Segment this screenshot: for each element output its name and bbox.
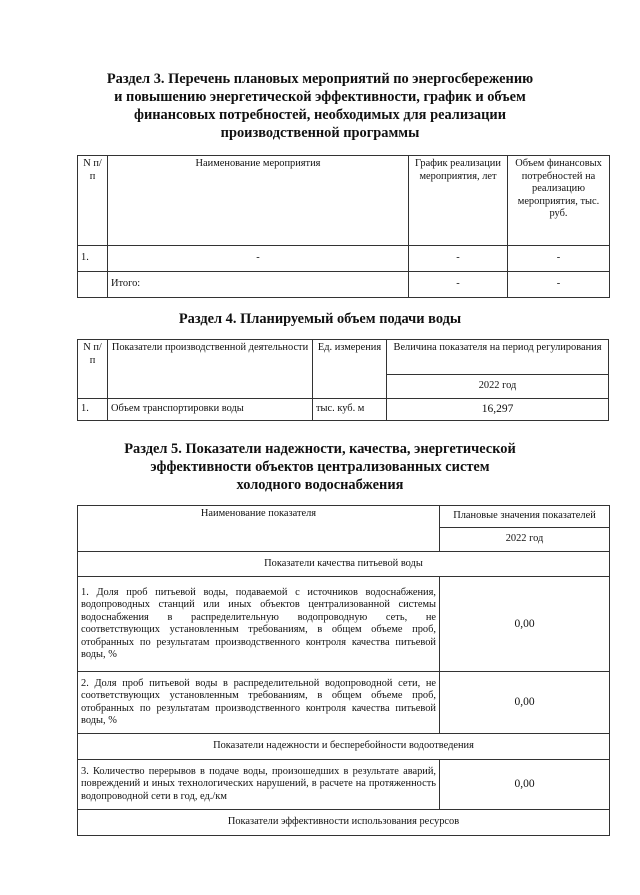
header-value: Величина показателя на период регулирования — [387, 340, 609, 375]
group-row — [78, 552, 610, 577]
total-label: Итого: — [108, 272, 409, 298]
row-value: 16,297 — [387, 399, 609, 421]
group-reliability-label: Показатели надежности и бесперебойности водоотведения — [78, 734, 610, 760]
row-schedule: - — [409, 246, 508, 272]
section3-title-line: производственной программы — [220, 125, 420, 141]
total-schedule: - — [409, 272, 508, 298]
row-num: 1. — [78, 246, 108, 272]
table-row — [78, 577, 610, 672]
section3-title-line: и повышению энергетической эффективности, график и объем — [114, 89, 526, 105]
section5-title — [0, 440, 640, 494]
section4-table — [77, 339, 609, 421]
indicator-text: 3. Количество перерывов в подаче воды, произошедших в результате аварий, повреждений и иных технологических нарушений, в расчете на протяженность водопроводной сети в год, ед./км — [78, 760, 440, 810]
header-unit: Ед. измерения — [313, 340, 387, 399]
group-row — [78, 734, 610, 760]
group-quality-label: Показатели качества питьевой воды — [78, 552, 610, 577]
total-financial-volume: - — [508, 272, 610, 298]
header-indicator-name: Наименование показателя — [78, 506, 440, 552]
header-year: 2022 год — [387, 375, 609, 399]
table-row — [78, 760, 610, 810]
section5-title-line: Раздел 5. Показатели надежности, качества, энергетической — [124, 441, 516, 457]
header-schedule: График реализации мероприятия, лет — [409, 156, 508, 246]
header-activity-name: Наименование мероприятия — [108, 156, 409, 246]
table-header-row — [78, 156, 610, 246]
row-indicator: Объем транспортировки воды — [108, 399, 313, 421]
table-header-row — [78, 506, 610, 528]
section5-title-line: холодного водоснабжения — [236, 477, 404, 493]
group-row — [78, 810, 610, 836]
table-row — [78, 672, 610, 734]
total-empty-cell — [78, 272, 108, 298]
indicator-value: 0,00 — [440, 760, 610, 810]
section5-title-line: эффективности объектов централизованных систем — [150, 459, 490, 475]
section5-table — [77, 505, 610, 836]
row-num: 1. — [78, 399, 108, 421]
section3-title-line: Раздел 3. Перечень плановых мероприятий по энергосбережению — [106, 71, 534, 87]
header-planned-values: Плановые значения показателей — [440, 506, 610, 528]
indicator-value: 0,00 — [440, 577, 610, 672]
indicator-text: 1. Доля проб питьевой воды, подаваемой с источников водоснабжения, водопроводных станций или иных объектов централизованной системы водоснабжения в распределительную водопроводную сеть, не соответствующих установленным требованиям, в общем объеме проб, отобранных по результатам производственного контроля качества питьевой воды, % — [78, 577, 440, 672]
section3-table — [77, 155, 610, 298]
indicator-text: 2. Доля проб питьевой воды в распределительной водопроводной сети, не соответствующих установленным требованиям, в общем объеме проб, отобранных по результатам производственного контроля качества питьевой воды, % — [78, 672, 440, 734]
section4-title — [0, 310, 640, 328]
table-row — [78, 399, 609, 421]
row-unit: тыс. куб. м — [313, 399, 387, 421]
header-year: 2022 год — [440, 528, 610, 552]
header-num: N п/п — [78, 340, 108, 399]
table-total-row — [78, 272, 610, 298]
header-num: N п/п — [78, 156, 108, 246]
row-financial-volume: - — [508, 246, 610, 272]
row-activity-name: - — [108, 246, 409, 272]
table-header-row — [78, 340, 609, 375]
section4-title-line: Раздел 4. Планируемый объем подачи воды — [178, 311, 462, 327]
section3-title-line: финансовых потребностей, необходимых для реализации — [133, 107, 506, 123]
indicator-value: 0,00 — [440, 672, 610, 734]
group-efficiency-label: Показатели эффективности использования ресурсов — [78, 810, 610, 836]
header-indicator: Показатели производственной деятельности — [108, 340, 313, 399]
header-financial-volume: Объем финансовых потребностей на реализацию мероприятия, тыс. руб. — [508, 156, 610, 246]
table-row — [78, 246, 610, 272]
section3-title — [0, 70, 640, 142]
